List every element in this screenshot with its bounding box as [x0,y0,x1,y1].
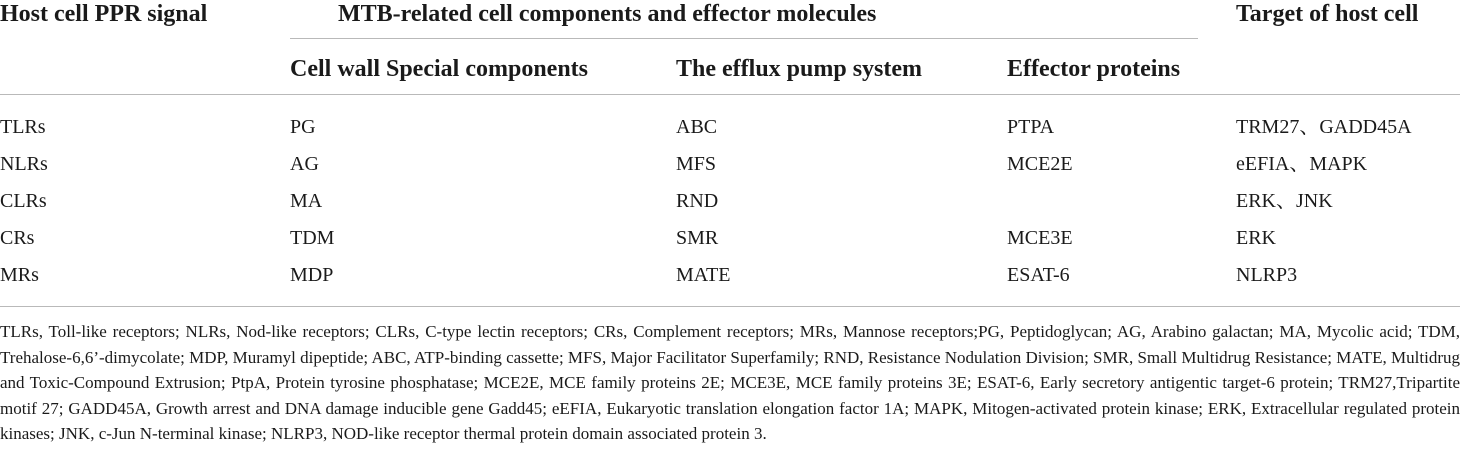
row-2-effector: MCE2E [1007,153,1073,175]
subheader-cell-wall: Cell wall Special components [290,56,588,82]
row-5-target: NLRP3 [1236,264,1298,286]
row-1-effector: PTPA [1007,116,1055,138]
row-5-cell-wall: MDP [290,264,334,286]
row-4-cell-wall: TDM [290,227,335,249]
header-mtb-components: MTB-related cell components and effector molecules [338,1,877,27]
subheader-effector-proteins: Effector proteins [1007,56,1181,82]
row-4-effector: MCE3E [1007,227,1073,249]
row-1-efflux: ABC [676,116,718,138]
row-3-cell-wall: MA [290,190,323,212]
row-2-cell-wall: AG [290,153,319,175]
row-5-efflux: MATE [676,264,731,286]
row-2-target: eEFIA、MAPK [1236,153,1368,175]
row-1-target: TRM27、GADD45A [1236,116,1412,138]
row-3-efflux: RND [676,190,719,212]
row-5-signal: MRs [0,264,39,286]
row-3-signal: CLRs [0,190,47,212]
row-5-effector: ESAT-6 [1007,264,1070,286]
subheader-efflux-pump: The efflux pump system [676,56,923,82]
table-bottom-rule [0,306,1460,307]
row-1-signal: TLRs [0,116,46,138]
table-footnote: TLRs, Toll-like receptors; NLRs, Nod-like receptors; CLRs, C-type lectin receptors; CRs, Complement receptors; MRs, Mannose receptors;PG, Peptidoglycan; AG, Arabino galactan; MA, Mycolic acid; TDM, Trehalose-6,6’-dimycolate; MDP, Muramyl dipeptide; ABC, ATP-binding cassette; MFS, Major Facilitator Superfamily; RND, Resistance Nodulation Division; SMR, Small Multidrug Resistance; MATE, Multidrug and Toxic-Compound Extrusion; PtpA, Protein tyrosine phosphatase; MCE2E, MCE family proteins 2E; MCE3E, MCE family proteins 3E; ESAT-6, Early secretory antigentic target-6 protein; TRM27,Tripartite motif 27; GADD45A, Growth arrest and DNA damage inducible gene Gadd45; eEFIA, Eukaryotic translation elongation factor 1A; MAPK, Mitogen-activated protein kinase; ERK, Extracellular regulated protein kinases; JNK, c-Jun N-terminal kinase; NLRP3, NOD-like receptor thermal protein domain associated protein 3. [0,322,1460,444]
row-1-cell-wall: PG [290,116,316,138]
row-2-efflux: MFS [676,153,717,175]
header-target: Target of host cell [1236,1,1419,27]
row-4-efflux: SMR [676,227,719,249]
row-4-target: ERK [1236,227,1276,249]
group-header-rule [290,38,1198,39]
header-bottom-rule [0,94,1460,95]
row-3-target: ERK、JNK [1236,190,1333,212]
header-host-signal: Host cell PPR signal [0,1,208,27]
row-4-signal: CRs [0,227,35,249]
row-2-signal: NLRs [0,153,48,175]
